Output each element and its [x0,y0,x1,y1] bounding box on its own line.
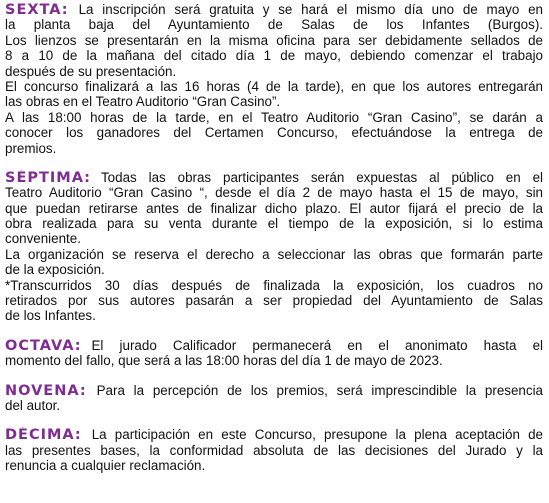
clause-line: La organización se reserva el derecho a seleccionar las obras que formarán parte [5,246,543,262]
clause-heading: OCTAVA: [5,337,82,354]
clause-line [5,170,543,185]
clause-line: después de su presentación. [5,63,177,79]
clause-line: A las 18:00 horas de la tarde, en el Teatro Auditorio “Gran Casino”, se darán a [5,109,543,125]
clause-heading: SEXTA: [5,2,69,18]
clause-line: conveniente. [5,231,81,247]
clause-line: que puedan retirarse antes de finalizar dicho plazo. El autor fijará el precio de la [5,200,543,216]
clause-heading: SÉPTIMA: [5,169,91,186]
clause-line: la planta baja del Ayuntamiento de Salas de los Infantes (Burgos). [5,17,543,33]
clause-line: 8 a 10 de la mañana del citado día 1 de mayo, debiendo comenzar el trabajo [5,48,543,64]
clause-line: premios. [5,140,57,156]
clause-line: las obras en el Teatro Auditorio “Gran Casino”. [5,94,281,110]
clause-line: *Transcurridos 30 días después de finalizada la exposición, los cuadros no [5,277,543,293]
clause-line: Los lienzos se presentarán en la misma oficina para ser debidamente sellados de [5,32,543,48]
clause-line [5,2,543,17]
clause-line: renuncia a cualquier reclamación. [5,458,206,474]
clause-sexta [5,2,543,156]
clause-line: retirados por sus autores pasarán a ser propiedad del Ayuntamiento de Salas [5,293,543,309]
clause-line [5,383,543,398]
clause-text: La inscripción será gratuita y se hará el mismo día uno de mayo en [78,2,543,17]
clause-text: Para la percepción de los premios, será imprescindible la presencia [96,382,543,398]
clause-line: del autor. [5,397,61,413]
clause-heading: NOVENA: [5,382,87,398]
clause-septima [5,170,543,324]
clause-line: obra realizada para su venta durante el tiempo de la exposición, si lo estima [5,216,543,232]
clause-line: de los Infantes. [5,308,96,324]
clause-decima [5,427,543,473]
clause-line: conocer los ganadores del Certamen Concurso, efectuándose la entrega de [5,125,543,141]
clause-text: Todas las obras participantes serán expuestas al público en el [100,169,543,185]
clause-heading: DÉCIMA: [5,427,82,443]
clause-text: La participación en este Concurso, presupone la plena aceptación de [91,427,543,443]
clause-line [5,427,543,442]
clause-line [5,338,543,353]
clause-line: momento del fallo, que será a las 18:00 horas del día 1 de mayo de 2023. [5,353,443,369]
clause-octava [5,338,543,369]
clause-line: Teatro Auditorio “Gran Casino “, desde el día 2 de mayo hasta el 15 de mayo, sin [5,185,543,201]
clause-line: El concurso finalizará a las 16 horas (4 de la tarde), en que los autores entregarán [5,78,543,94]
clause-line: de la exposición. [5,262,105,278]
clause-line: las presentes bases, la conformidad absoluta de las decisiones del Jurado y la [5,442,543,458]
clause-novena [5,383,543,414]
clause-text: El jurado Calificador permanecerá en el anonimato hasta el [91,337,543,353]
